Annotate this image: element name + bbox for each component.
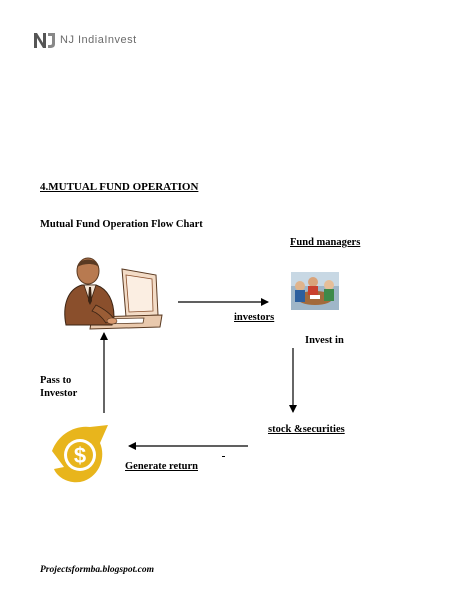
stock-securities-label: stock &securities	[268, 424, 345, 435]
pass-to-line: Pass to	[40, 375, 72, 386]
investors-label: investors	[234, 312, 275, 323]
fund-managers-meeting-icon	[291, 272, 339, 310]
investor-line: Investor	[40, 388, 78, 399]
logo-text: NJ IndiaInvest	[60, 34, 137, 46]
footer-source: Projectsformba.blogspot.com	[40, 565, 154, 575]
investor-at-computer-icon	[52, 255, 164, 333]
fund-managers-label: Fund managers	[290, 237, 361, 248]
flow-chart-title: Mutual Fund Operation Flow Chart	[40, 219, 203, 230]
svg-text:$: $	[73, 443, 87, 468]
dollar-coin-icon	[50, 423, 110, 485]
section-heading: 4.MUTUAL FUND OPERATION	[40, 181, 199, 193]
generate-return-label: Generate return	[125, 461, 198, 472]
invest-in-label: Invest in	[305, 335, 344, 346]
